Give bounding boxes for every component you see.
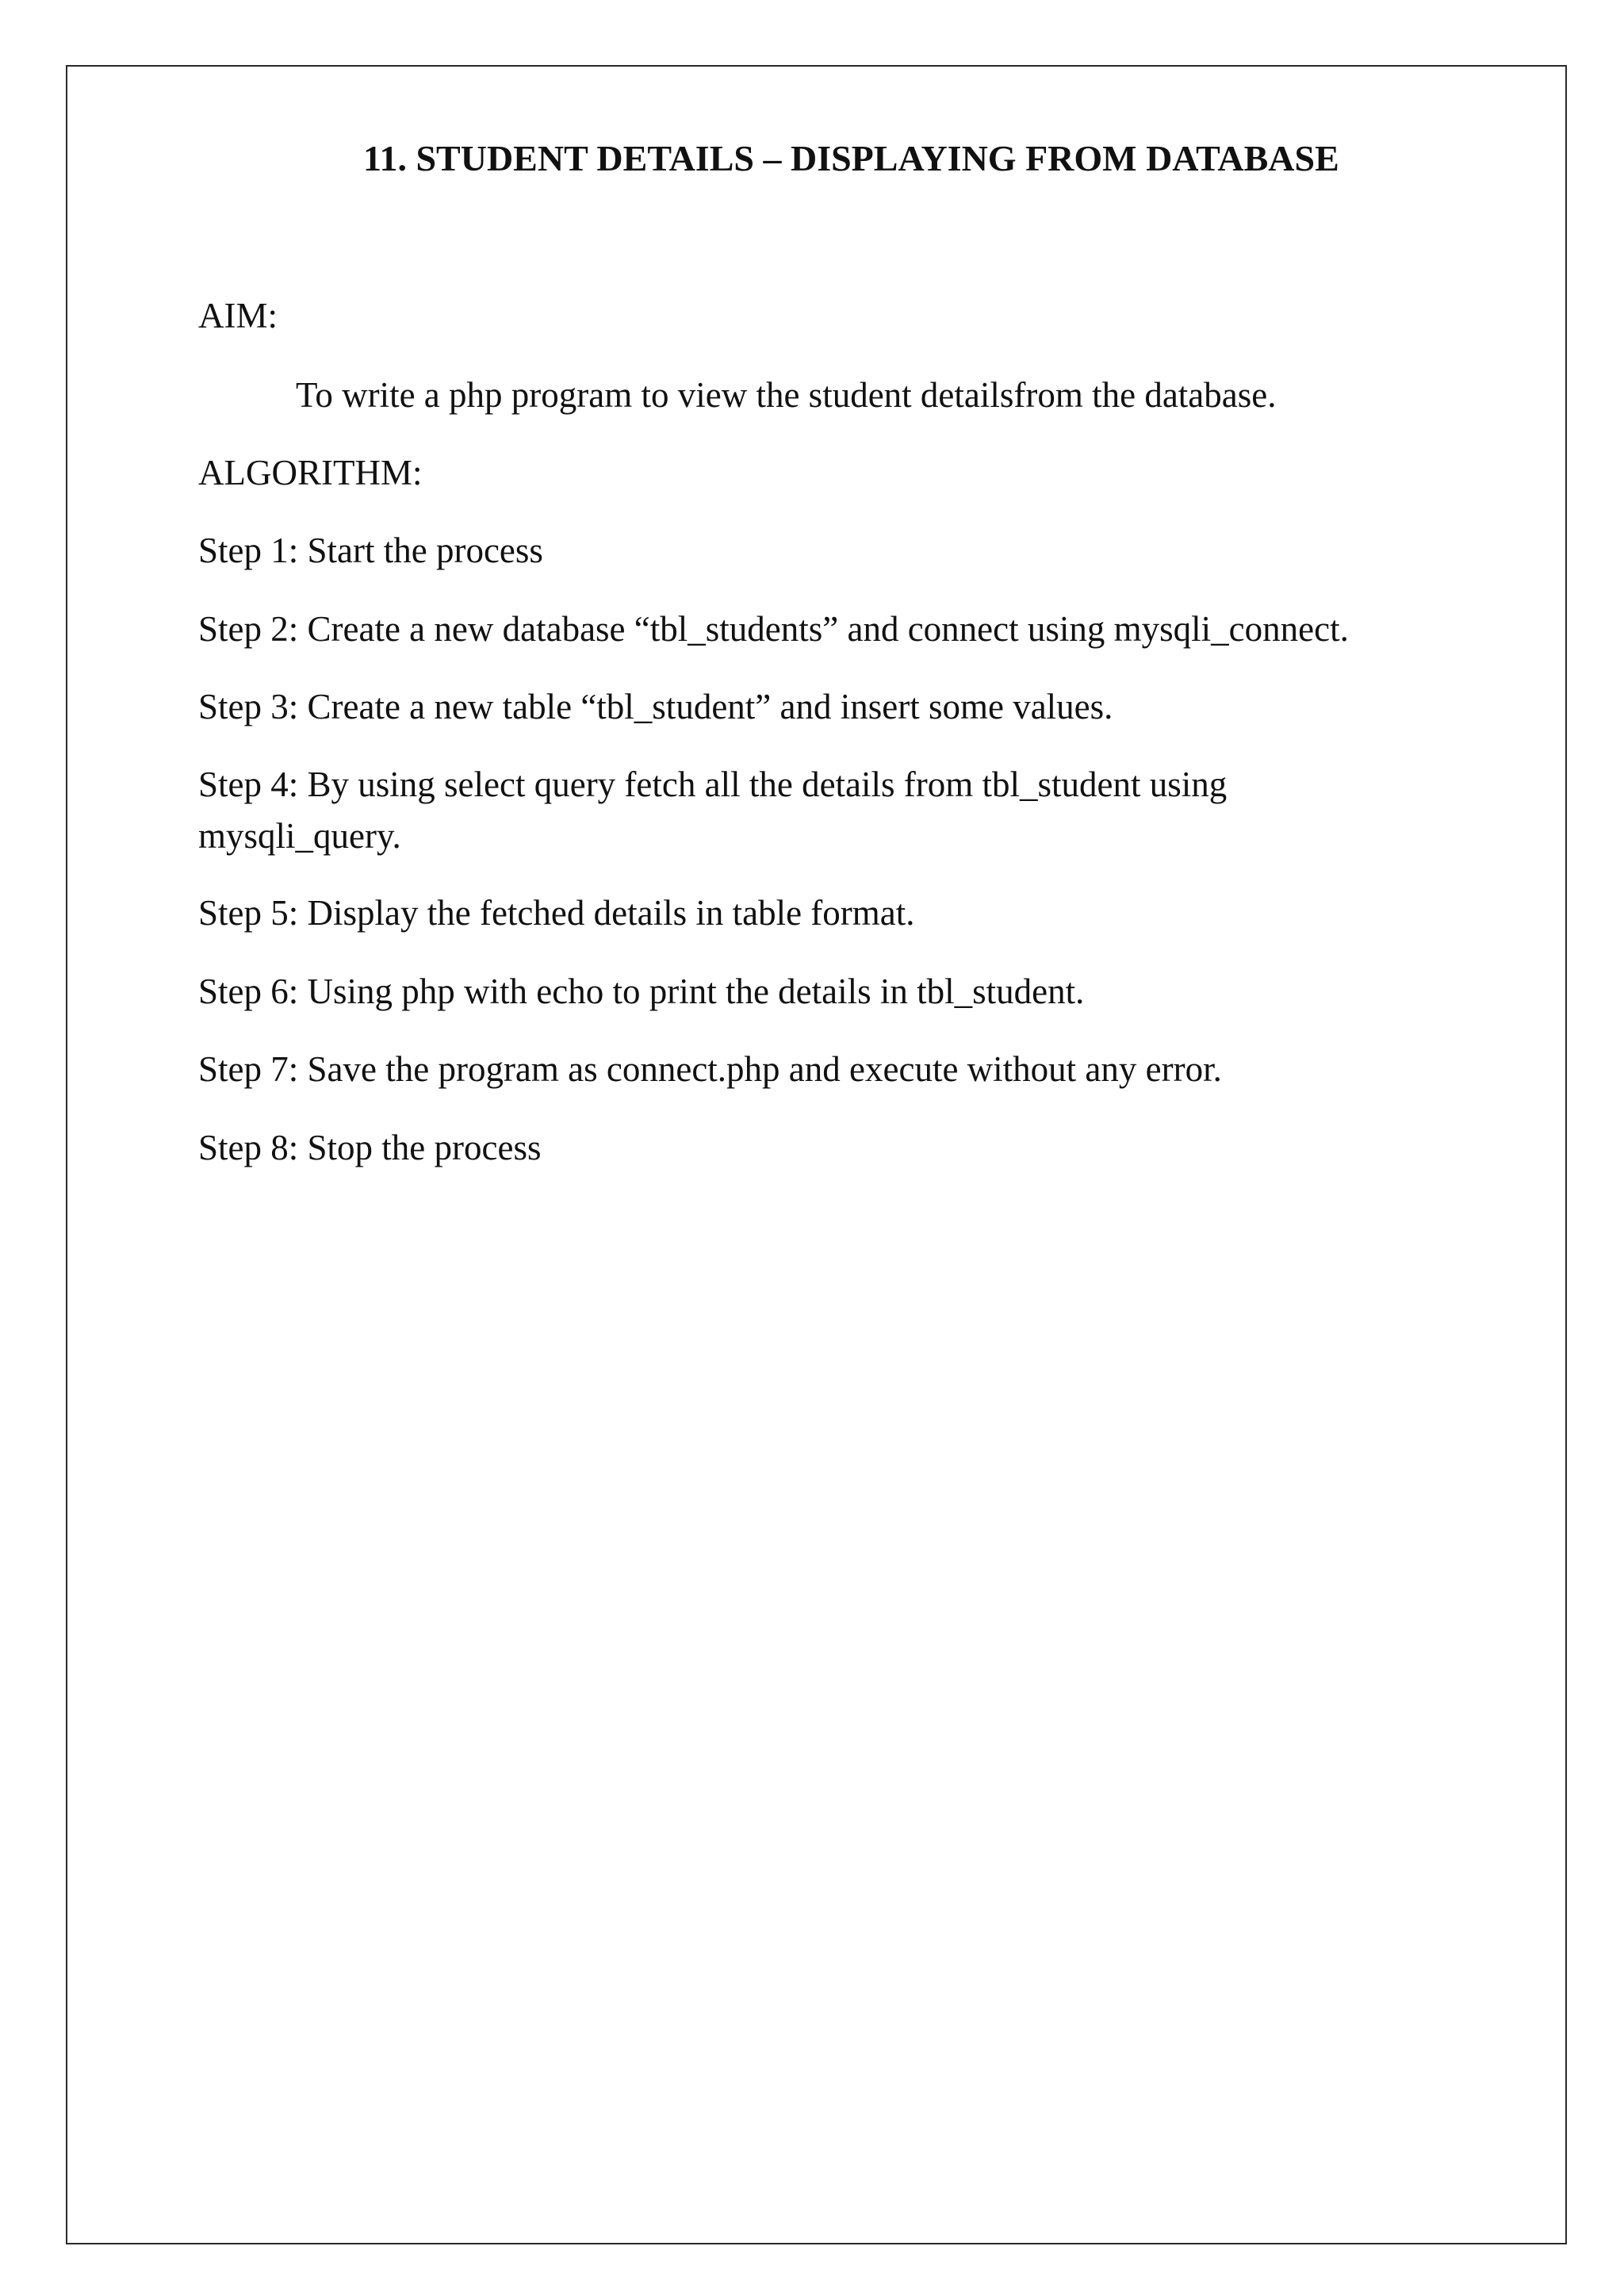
step-3: Step 3: Create a new table “tbl_student” and insert some values. xyxy=(198,687,1113,726)
step-5: Step 5: Display the fetched details in table format. xyxy=(198,893,915,933)
step-7: Step 7: Save the program as connect.php and execute without any error. xyxy=(198,1049,1222,1089)
algorithm-heading: ALGORITHM: xyxy=(198,453,423,493)
aim-heading: AIM: xyxy=(198,296,278,335)
step-4: Step 4: By using select query fetch all the details from tbl_student using mysqli_query. xyxy=(198,765,1228,856)
step-1: Step 1: Start the process xyxy=(198,531,543,570)
page-title: 11. STUDENT DETAILS – DISPLAYING FROM DATABASE xyxy=(363,138,1339,178)
step-8: Step 8: Stop the process xyxy=(198,1128,542,1167)
aim-text: To write a php program to view the student detailsfrom the database. xyxy=(296,375,1277,415)
step-2: Step 2: Create a new database “tbl_students” and connect using mysqli_connect. xyxy=(198,609,1349,649)
step-6: Step 6: Using php with echo to print the details in tbl_student. xyxy=(198,972,1085,1011)
